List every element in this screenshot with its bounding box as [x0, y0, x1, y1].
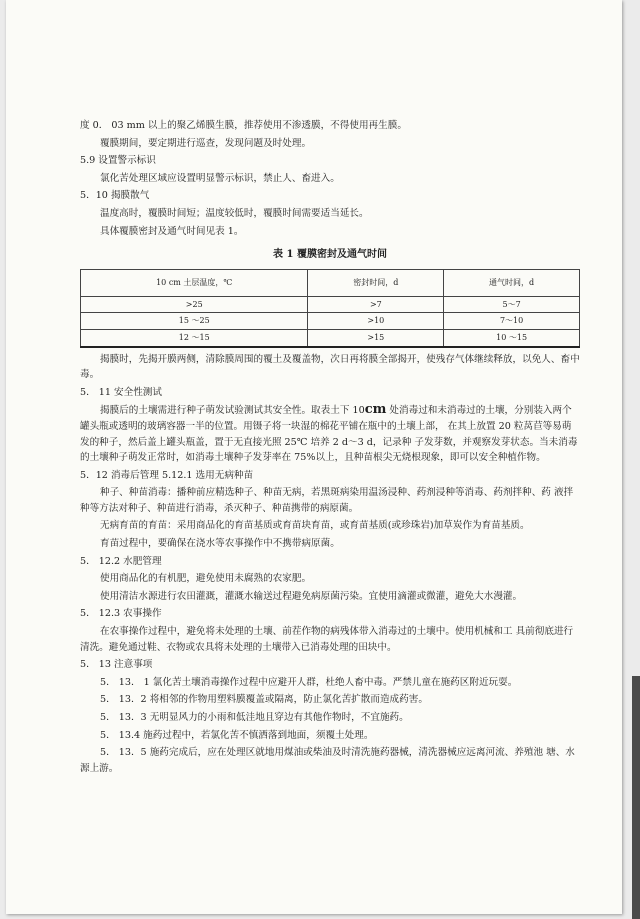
table-cell: 7～10: [444, 313, 580, 330]
section-bottom: [80, 352, 580, 777]
table-cell: >15: [308, 329, 444, 346]
paragraph-p9: 无病育苗的育苗：采用商品化的育苗基质或育苗块育苗，或育苗基质(或珍珠岩)加草炭作为育苗基质。: [100, 520, 530, 532]
table-cell: 12 ～15: [81, 329, 308, 346]
document-body: [80, 118, 580, 778]
section-heading-h5122: 5． 12.2 水肥管理: [80, 555, 162, 567]
paragraph-p7: [80, 402, 580, 465]
table-header-vent-time: 通气时间，d: [444, 269, 580, 296]
paragraph-p18: 5． 13．5 施药完成后，应在处理区就地用煤油或柴油及时清洗施药器械，清洗器械应远离河流、养殖池 塘、水源上游。: [80, 747, 575, 774]
paragraph-p7-post: 处消毒过和未消毒过的土壤，分别装入两个罐头瓶或透明的玻璃容器一半的位置。用镊子将一块湿的棉花平铺在瓶中的土壤上部， 在其上放置 20 粒莴苣等易萌发的种子，然后盖上罐头瓶盖，置于无直接光照 25℃ 培养 2 d～3 d，记录种 子发芽数，并观察发芽状态。当未消毒的土壤种子萌发正常时，如消毒土壤种子发芽率在 75%以上，且种苗根尖无烧根现象，即可以安全种植作物。: [80, 405, 578, 464]
paragraph-p5: 具体覆膜密封及通气时间见表 1。: [100, 225, 244, 237]
paragraph-p12: 使用清洁水源进行农田灌溉，灌溉水输送过程避免病原菌污染。宜使用滴灌或微灌，避免大水漫灌。: [100, 590, 523, 602]
table-row: [81, 313, 580, 330]
table-cell: >10: [308, 313, 444, 330]
paragraph-p8: 种子、种苗消毒：播种前应精选种子、种苗无病，若黑斑病染用温汤浸种、药剂浸种等消毒、药剂拌种、药 液拌种等方法对种子、种苗进行消毒，杀灭种子、种苗携带的病原菌。: [80, 487, 574, 514]
table-cell: >25: [81, 296, 308, 313]
section-heading-h511: 5． 11 安全性测试: [80, 386, 162, 398]
paragraph-p16: 5． 13．3 无明显风力的小雨和低洼地且穿边有其他作物时，不宜施药。: [100, 712, 409, 723]
document-page: [6, 0, 622, 914]
paragraph-p4: 温度高时，覆膜时间短；温度较低时，覆膜时间需要适当延长。: [100, 207, 369, 219]
section-heading-h59: 5.9 设置警示标识: [80, 155, 156, 167]
table-row: [81, 296, 580, 313]
section-heading-h512: 5．12 消毒后管理 5.12.1 选用无病种苗: [80, 469, 254, 481]
paragraph-p6: 揭膜时，先揭开膜两侧，清除膜周围的覆土及覆盖物，次日再将膜全部揭开，使残存气体继续释放，以免人、畜中毒。: [80, 353, 580, 381]
paragraph-p7-big: cm: [364, 402, 387, 418]
table-caption: 表 1 覆膜密封及通气时间: [273, 249, 387, 261]
paragraph-p14: 5． 13． 1 氯化苦土壤消毒操作过程中应避开人群，杜绝人畜中毒。严禁儿童在施药区附近玩耍。: [100, 676, 518, 688]
section-top: [80, 118, 580, 239]
paragraph-p1: 度 0． 03 mm 以上的聚乙烯膜生膜，推荐使用不渗透膜，不得使用再生膜。: [80, 120, 407, 131]
table-cover-time: [80, 269, 580, 348]
table-header-temperature: 10 cm 土层温度，℃: [81, 269, 308, 296]
table-row: [81, 329, 580, 346]
paragraph-p10: 育苗过程中，要确保在浇水等农事操作中不携带病原菌。: [100, 538, 340, 550]
table-header-row: [81, 269, 580, 296]
paragraph-p17: 5． 13.4 施药过程中，若氯化苦不慎洒落到地面，须覆土处理。: [100, 729, 374, 741]
section-heading-h513: 5． 13 注意事项: [80, 659, 153, 671]
table-cell: >7: [308, 296, 444, 313]
section-heading-h5123: 5． 12.3 农事操作: [80, 608, 162, 620]
paragraph-p7-pre: 揭膜后的土壤需进行种子萌发试验测试其安全性。取表土下 10: [100, 405, 365, 417]
table-header-seal-time: 密封时间，d: [308, 269, 444, 296]
paragraph-p2: 覆膜期间，要定期进行巡查，发现问题及时处理。: [100, 137, 312, 149]
paragraph-p15: 5． 13．2 将相邻的作物用塑料膜覆盖或隔离，防止氯化苦扩散而造成药害。: [100, 694, 428, 706]
table-cell: 15 ～25: [81, 313, 308, 330]
table-cell: 10 ～15: [444, 329, 580, 346]
paragraph-p3: 氯化苦处理区域应设置明显警示标识，禁止人、畜进入。: [100, 172, 340, 184]
section-heading-h510: 5．10 揭膜散气: [80, 190, 150, 202]
paragraph-p11: 使用商品化的有机肥，避免使用未腐熟的农家肥。: [100, 573, 312, 585]
scrollbar-thumb[interactable]: [632, 676, 640, 919]
table-cell: 5～7: [444, 296, 580, 313]
paragraph-p13: 在农事操作过程中，避免将未处理的土壤、前茬作物的病残体带入消毒过的土壤中。使用机械和工 具前彻底进行清洗。避免通过鞋、衣物或农具将未处理的土壤带入已消毒处理的田块中。: [80, 626, 574, 653]
